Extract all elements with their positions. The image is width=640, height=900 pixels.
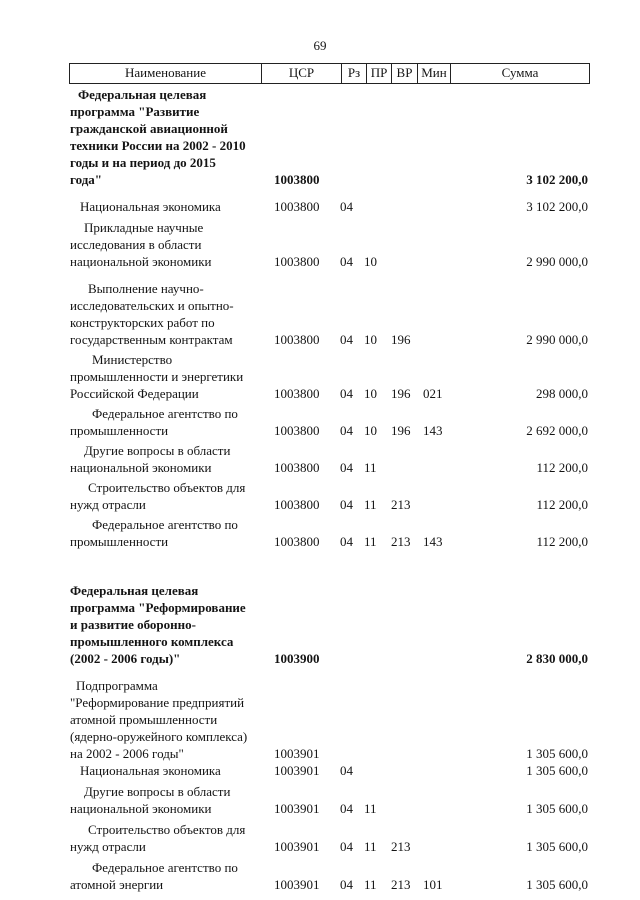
rz-cell: 04 [340, 460, 353, 475]
table-body [0, 86, 640, 893]
row-name-line: национальной экономики [70, 460, 212, 475]
sum-cell: 2 692 000,0 [526, 423, 588, 438]
rz-cell: 04 [340, 839, 353, 854]
row-name [70, 821, 270, 855]
row-name-line: Другие вопросы в области [84, 443, 231, 458]
rz-cell: 04 [340, 423, 353, 438]
row-name [70, 351, 270, 402]
rz-cell: 04 [340, 763, 353, 778]
vr-cell: 196 [391, 423, 411, 438]
row-name-line: Национальная экономика [80, 763, 221, 778]
sum-cell: 2 830 000,0 [526, 651, 588, 666]
table-row [0, 351, 640, 402]
row-name-line: и развитие оборонно- [70, 617, 196, 632]
row-name [70, 516, 270, 550]
min-cell: 143 [423, 534, 443, 549]
row-name-line: годы и на период до 2015 [70, 155, 216, 170]
sum-cell: 2 990 000,0 [526, 254, 588, 269]
csr-cell: 1003800 [274, 423, 320, 438]
csr-cell: 1003901 [274, 746, 320, 761]
row-name-line: атомной энергии [70, 877, 164, 892]
header-vr: ВР [392, 64, 418, 84]
pr-cell: 11 [364, 497, 377, 512]
row-name [70, 198, 270, 215]
row-name [70, 762, 270, 779]
row-name-line: года" [70, 172, 102, 187]
csr-cell: 1003800 [274, 172, 320, 187]
table-row [0, 479, 640, 513]
sum-cell: 1 305 600,0 [526, 746, 588, 761]
sum-cell: 2 990 000,0 [526, 332, 588, 347]
page-number: 69 [313, 38, 327, 53]
row-name-line: Другие вопросы в области [84, 784, 231, 799]
pr-cell: 10 [364, 423, 377, 438]
table-row [0, 198, 640, 215]
rz-cell: 04 [340, 534, 353, 549]
row-name-line: конструкторских работ по [70, 315, 215, 330]
min-cell: 101 [423, 877, 443, 892]
table-row [0, 280, 640, 348]
row-name-line: государственным контрактам [70, 332, 233, 347]
vr-cell: 213 [391, 877, 411, 892]
sum-cell: 112 200,0 [536, 497, 588, 512]
row-name [70, 859, 270, 893]
header-sum: Сумма [451, 64, 590, 84]
rz-cell: 04 [340, 497, 353, 512]
pr-cell: 10 [364, 332, 377, 347]
header-name: Наименование [70, 64, 262, 84]
row-name-line: на 2002 - 2006 годы" [70, 746, 184, 761]
row-name-line: Федеральное агентство по [92, 517, 238, 532]
header-pr: ПР [367, 64, 392, 84]
row-name-line: программа "Реформирование [70, 600, 246, 615]
row-name [70, 479, 270, 513]
sum-cell: 112 200,0 [536, 460, 588, 475]
row-name-line: "Реформирование предприятий [70, 695, 245, 710]
table-row [0, 405, 640, 439]
table-row [0, 442, 640, 476]
csr-cell: 1003800 [274, 497, 320, 512]
rz-cell: 04 [340, 386, 353, 401]
row-name-line: Федеральная целевая [78, 87, 207, 102]
row-name-line: Строительство объектов для [88, 822, 246, 837]
row-name-line: атомной промышленности [70, 712, 218, 727]
min-cell: 021 [423, 386, 443, 401]
row-name-line: национальной экономики [70, 801, 212, 816]
csr-cell: 1003800 [274, 199, 320, 214]
pr-cell: 10 [364, 254, 377, 269]
sum-cell: 3 102 200,0 [526, 172, 588, 187]
row-name-line: Федеральное агентство по [92, 860, 238, 875]
row-name-line: промышленности [70, 423, 169, 438]
csr-cell: 1003901 [274, 877, 320, 892]
table-row [0, 762, 640, 779]
pr-cell: 11 [364, 534, 377, 549]
row-name [70, 86, 270, 188]
csr-cell: 1003901 [274, 763, 320, 778]
table-row [0, 821, 640, 855]
csr-cell: 1003800 [274, 386, 320, 401]
row-name-line: Российской Федерации [70, 386, 199, 401]
pr-cell: 11 [364, 877, 377, 892]
sum-cell: 298 000,0 [536, 386, 588, 401]
row-name-line: Федеральное агентство по [92, 406, 238, 421]
csr-cell: 1003900 [274, 651, 320, 666]
header-min: Мин [418, 64, 451, 84]
row-name-line: исследовательских и опытно- [70, 298, 234, 313]
sum-cell: 1 305 600,0 [526, 839, 588, 854]
row-name-line: Министерство [92, 352, 173, 367]
sum-cell: 1 305 600,0 [526, 763, 588, 778]
row-name-line: промышленности и энергетики [70, 369, 244, 384]
sum-cell: 3 102 200,0 [526, 199, 588, 214]
header-rz: Рз [342, 64, 367, 84]
csr-cell: 1003901 [274, 801, 320, 816]
row-name-line: нужд отрасли [70, 839, 146, 854]
header-row [70, 64, 590, 84]
csr-cell: 1003901 [274, 839, 320, 854]
row-name-line: программа "Развитие [70, 104, 200, 119]
pr-cell: 10 [364, 386, 377, 401]
row-name [70, 677, 270, 762]
pr-cell: 11 [364, 839, 377, 854]
vr-cell: 213 [391, 839, 411, 854]
vr-cell: 196 [391, 386, 411, 401]
row-name-line: промышленности [70, 534, 169, 549]
row-name [70, 582, 270, 667]
row-name [70, 280, 270, 348]
vr-cell: 213 [391, 497, 411, 512]
table-row [0, 516, 640, 550]
row-name-line: гражданской авиационной [70, 121, 228, 136]
pr-cell: 11 [364, 801, 377, 816]
row-name-line: исследования в области [70, 237, 202, 252]
pr-cell: 11 [364, 460, 377, 475]
header-csr: ЦСР [262, 64, 342, 84]
csr-cell: 1003800 [274, 460, 320, 475]
rz-cell: 04 [340, 254, 353, 269]
row-name-line: Федеральная целевая [70, 583, 199, 598]
table-row [0, 219, 640, 270]
csr-cell: 1003800 [274, 534, 320, 549]
rz-cell: 04 [340, 332, 353, 347]
sum-cell: 1 305 600,0 [526, 801, 588, 816]
row-name-line: Строительство объектов для [88, 480, 246, 495]
rz-cell: 04 [340, 801, 353, 816]
rz-cell: 04 [340, 199, 353, 214]
table-row [0, 783, 640, 817]
table-row [0, 859, 640, 893]
table-row [0, 582, 640, 667]
row-name-line: техники России на 2002 - 2010 [70, 138, 246, 153]
row-name-line: нужд отрасли [70, 497, 146, 512]
row-name-line: Национальная экономика [80, 199, 221, 214]
vr-cell: 213 [391, 534, 411, 549]
row-name [70, 219, 270, 270]
table-header [69, 63, 590, 84]
row-name [70, 783, 270, 817]
sum-cell: 1 305 600,0 [526, 877, 588, 892]
row-name-line: Прикладные научные [84, 220, 204, 235]
table-row [0, 677, 640, 762]
table-row [0, 86, 640, 188]
row-name-line: Выполнение научно- [88, 281, 204, 296]
csr-cell: 1003800 [274, 332, 320, 347]
rz-cell: 04 [340, 877, 353, 892]
row-name [70, 405, 270, 439]
row-name [70, 442, 270, 476]
min-cell: 143 [423, 423, 443, 438]
sum-cell: 112 200,0 [536, 534, 588, 549]
vr-cell: 196 [391, 332, 411, 347]
row-name-line: (2002 - 2006 годы)" [70, 651, 181, 666]
row-name-line: (ядерно-оружейного комплекса) [70, 729, 248, 744]
row-name-line: промышленного комплекса [70, 634, 234, 649]
row-name-line: национальной экономики [70, 254, 212, 269]
csr-cell: 1003800 [274, 254, 320, 269]
row-name-line: Подпрограмма [76, 678, 158, 693]
